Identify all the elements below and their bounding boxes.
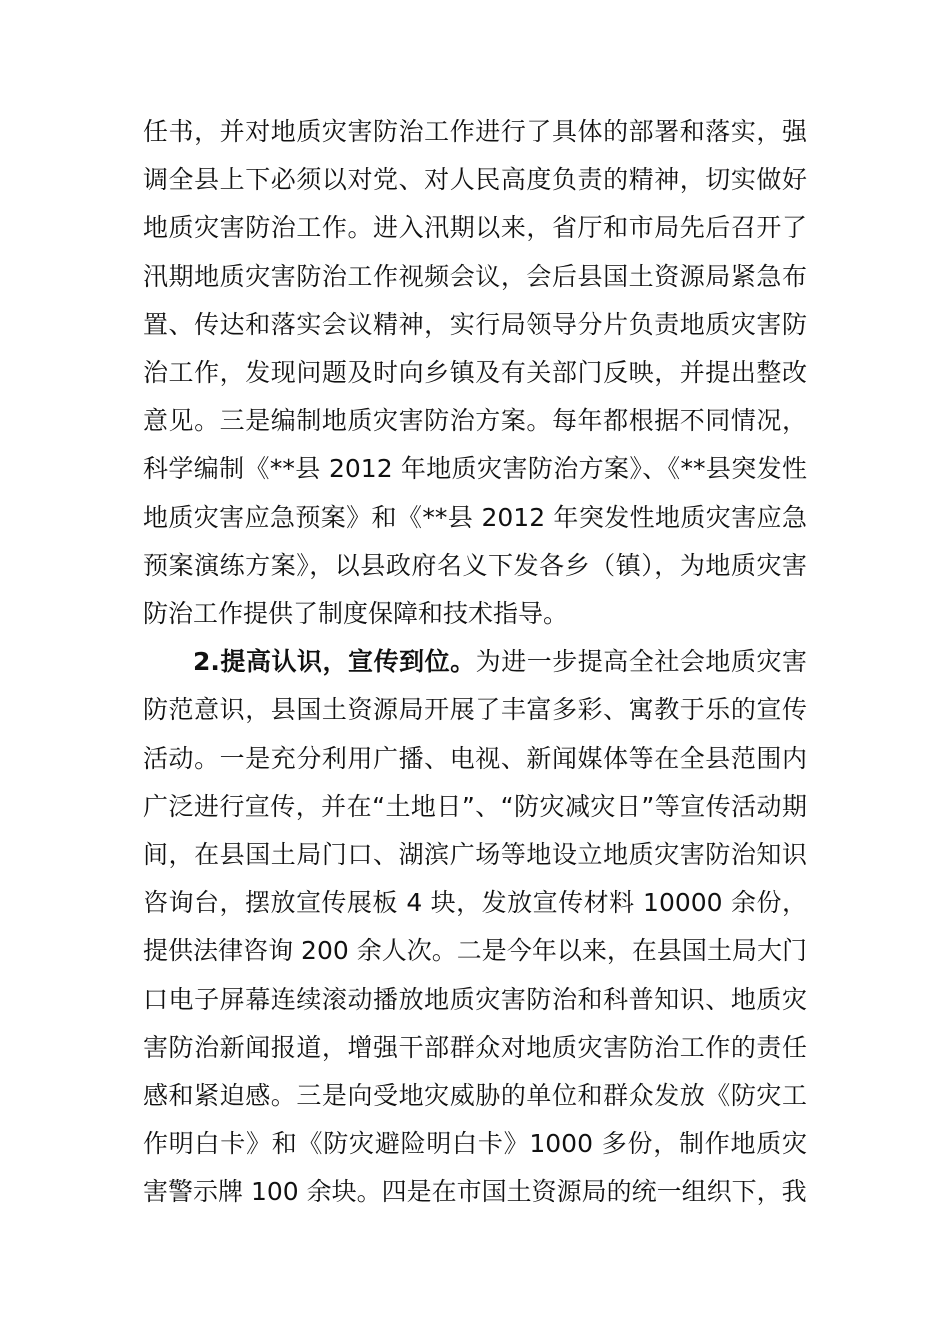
paragraph-publicity: [143, 638, 807, 1216]
section-heading: 2.提高认识，宣传到位。: [193, 647, 476, 677]
document-page: [143, 108, 807, 1217]
paragraph-continued: 任书，并对地质灾害防治工作进行了具体的部署和落实，强调全县上下必须以对党、对人民高度负责的精神，切实做好地质灾害防治工作。进入汛期以来，省厅和市局先后召开了汛期地质灾害防治工作视频会议，会后县国土资源局紧急布置、传达和落实会议精神，实行局领导分片负责地质灾害防治工作，发现问题及时向乡镇及有关部门反映，并提出整改意见。三是编制地质灾害防治方案。每年都根据不同情况，科学编制《**县 2012 年地质灾害防治方案》、《**县突发性地质灾害应急预案》和《**县 2012 年突发性地质灾害应急预案演练方案》，以县政府名义下发各乡（镇），为地质灾害防治工作提供了制度保障和技术指导。: [143, 117, 807, 629]
paragraph-body: 为进一步提高全社会地质灾害防范意识，县国土资源局开展了丰富多彩、寓教于乐的宣传活动。一是充分利用广播、电视、新闻媒体等在全县范围内广泛进行宣传，并在“土地日”、“防灾减灾日”等宣传活动期间，在县国土局门口、湖滨广场等地设立地质灾害防治知识咨询台，摆放宣传展板 4 块，发放宣传材料 10000 余份，提供法律咨询 200 余人次。二是今年以来，在县国土局大门口电子屏幕连续滚动播放地质灾害防治和科普知识、地质灾害防治新闻报道，增强干部群众对地质灾害防治工作的责任感和紧迫感。三是向受地灾威胁的单位和群众发放《防灾工作明白卡》和《防灾避险明白卡》1000 多份，制作地质灾害警示牌 100 余块。四是在市国土资源局的统一组织下，我: [143, 647, 807, 1207]
